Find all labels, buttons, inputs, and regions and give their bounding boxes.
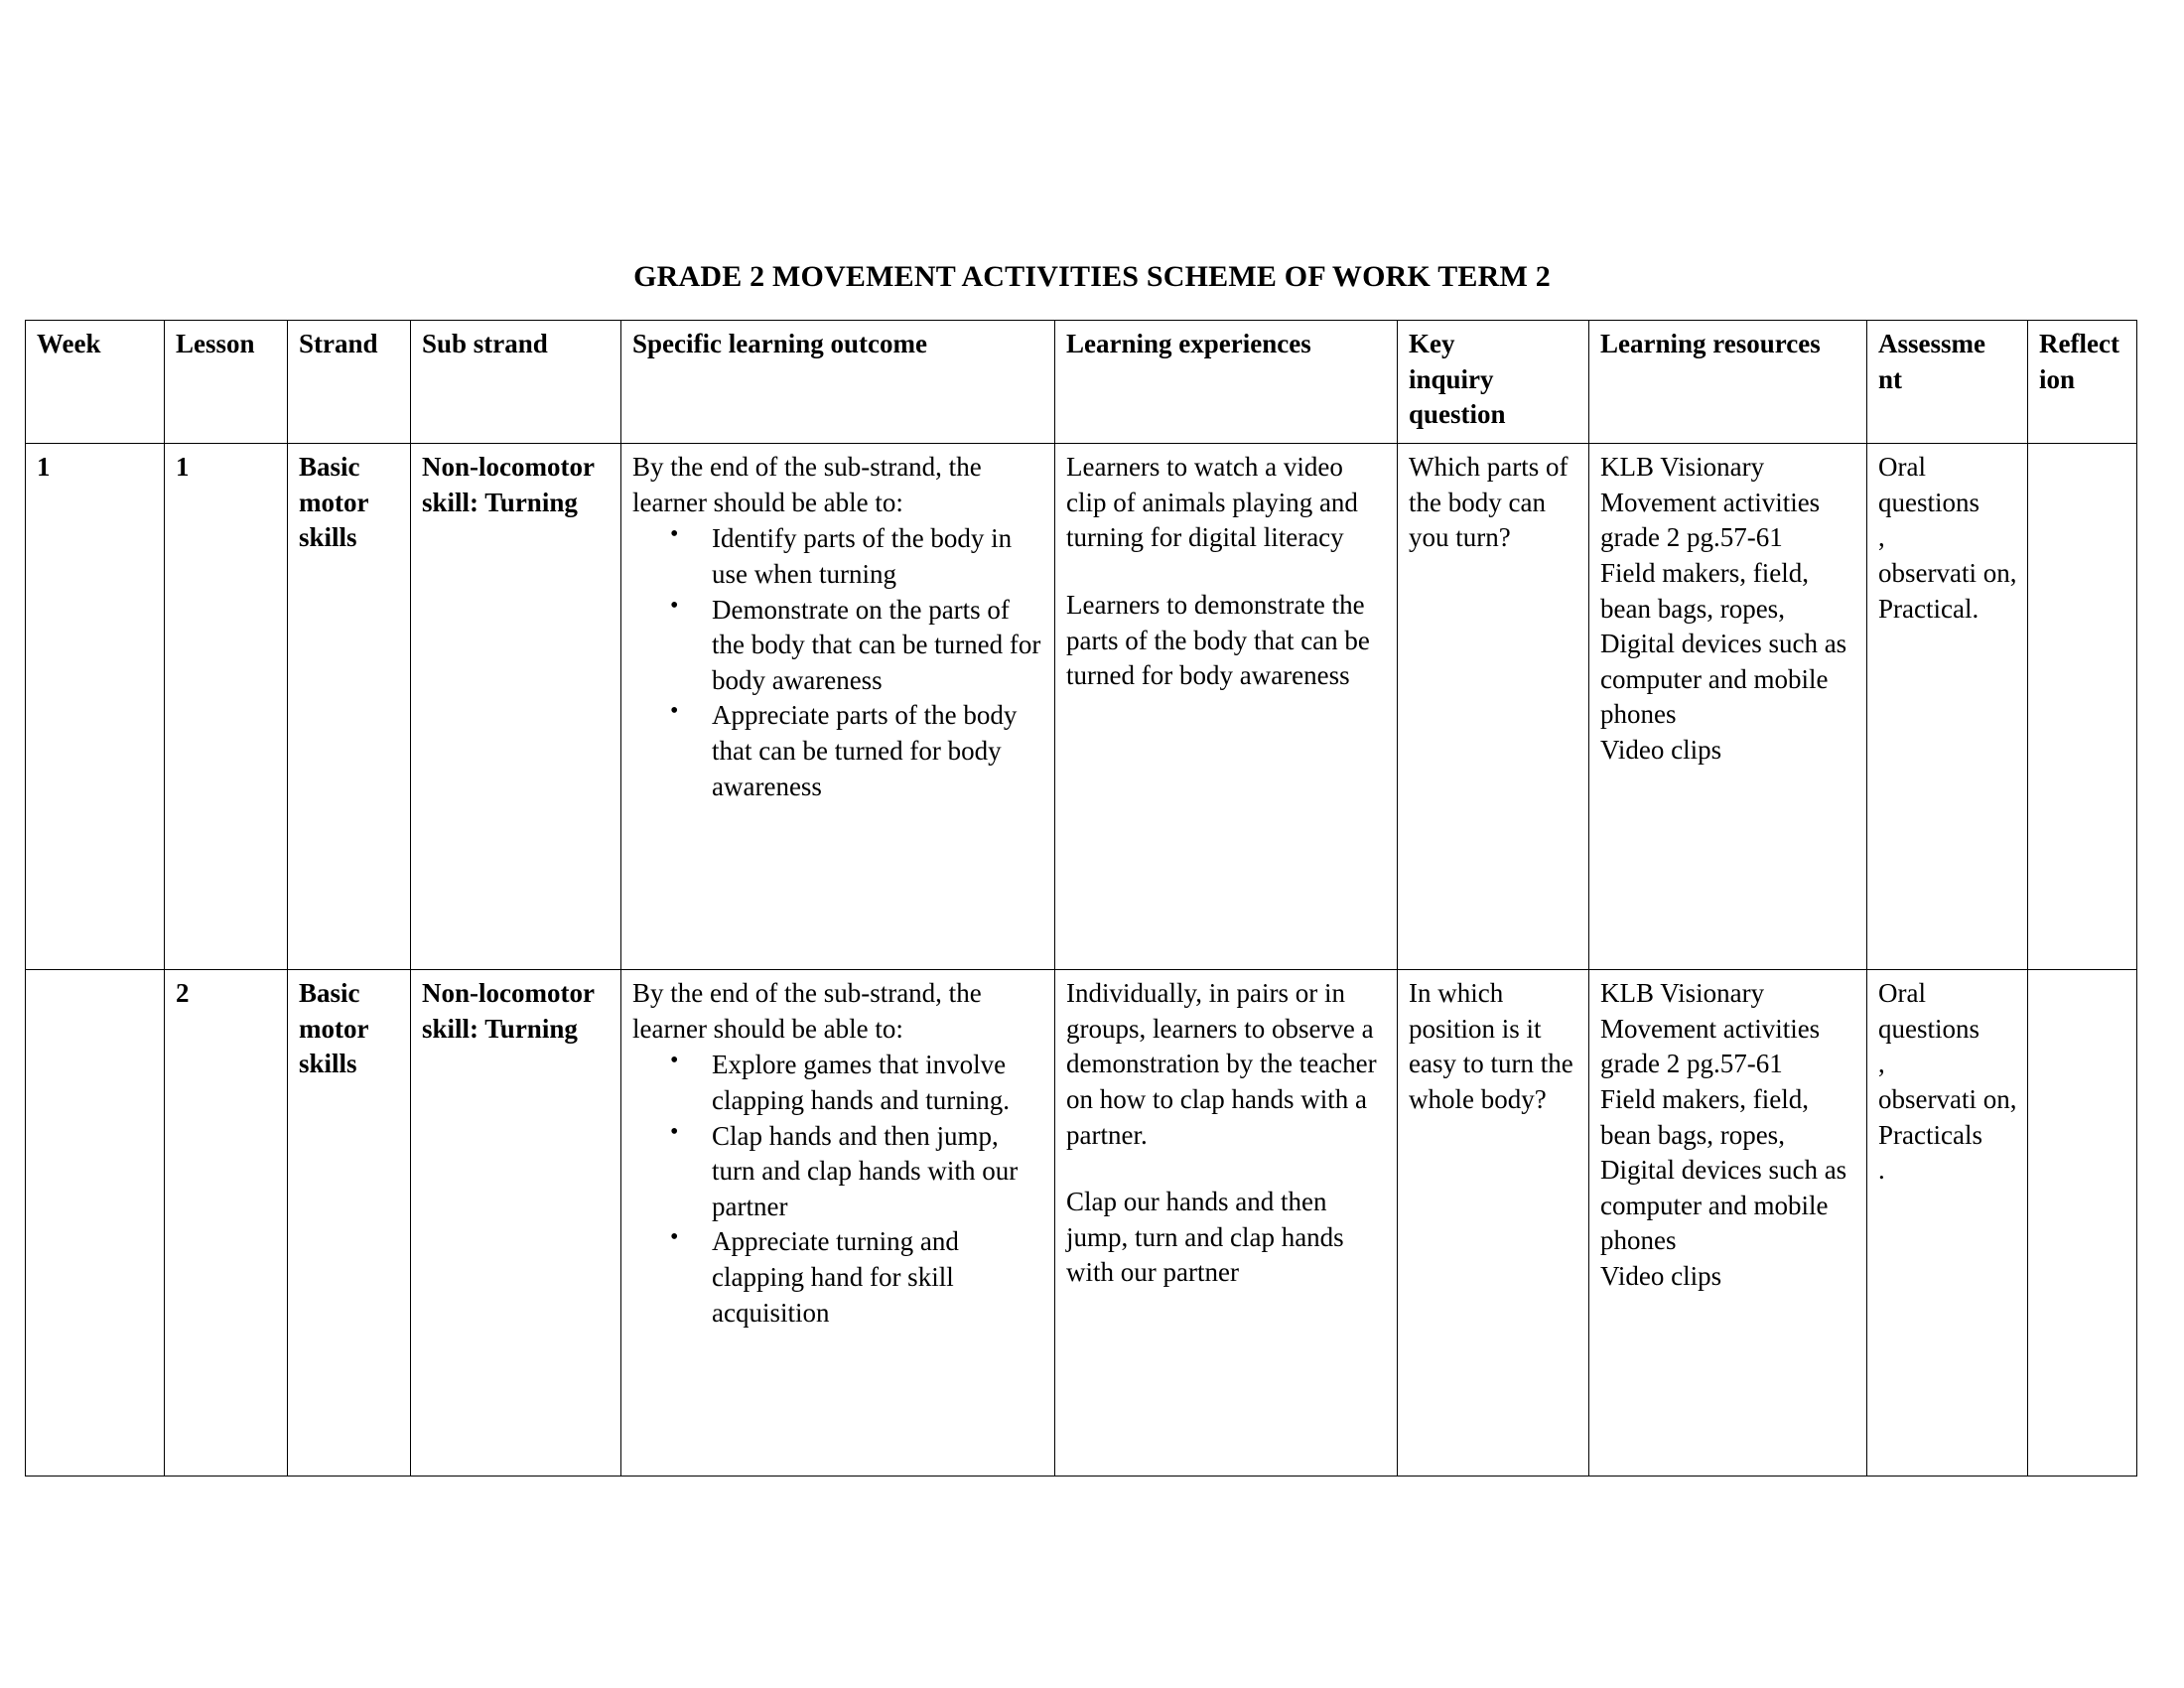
- experience-paragraph: Learners to watch a video clip of animals playing and turning for digital literacy: [1066, 452, 1358, 553]
- cell-assessment: [1867, 970, 2028, 1477]
- column-header-strand: Strand: [288, 321, 411, 444]
- cell-week: [26, 970, 165, 1477]
- cell-assessment: [1867, 444, 2028, 970]
- experience-paragraph: Learners to demonstrate the parts of the body that can be turned for body awareness: [1066, 589, 1370, 691]
- resource-line: Digital devices such as computer and mobile phones: [1600, 629, 1847, 730]
- outcome-bullet-list: [632, 1048, 1045, 1331]
- column-header-assessment: [1867, 321, 2028, 444]
- column-header-reflection: [2028, 321, 2137, 444]
- assessment-line: Practicals: [1878, 1119, 1982, 1150]
- column-header-specific-learning-outcome: Specific learning outcome: [621, 321, 1055, 444]
- assessment-line: .: [1878, 1155, 1885, 1186]
- list-item: • Appreciate turning and clapping hand for skill acquisition: [712, 1224, 1045, 1331]
- column-header-lesson: Lesson: [165, 321, 288, 444]
- assessment-line: observati on,: [1878, 1083, 2017, 1114]
- cell-reflection: [2028, 444, 2137, 970]
- cell-learning-experiences: [1055, 970, 1398, 1477]
- resource-line: Video clips: [1600, 1261, 1722, 1291]
- cell-lesson: 2: [165, 970, 288, 1477]
- resource-line: Field makers, field, bean bags, ropes,: [1600, 557, 1809, 624]
- list-item: • Clap hands and then jump, turn and clap hands with our partner: [712, 1119, 1045, 1225]
- resource-line: KLB Visionary Movement activities grade 2 pg.57-61: [1600, 452, 1821, 553]
- cell-lesson: 1: [165, 444, 288, 970]
- list-item: • Explore games that involve clapping hands and turning.: [712, 1048, 1045, 1118]
- cell-strand: Basic motor skills: [288, 970, 411, 1477]
- cell-sub-strand: Non-locomotor skill: Turning: [411, 444, 621, 970]
- reflection-header-line-1: Reflect: [2039, 329, 2119, 358]
- outcome-lead-text: By the end of the sub-strand, the learner should be able to:: [632, 978, 982, 1044]
- cell-reflection: [2028, 970, 2137, 1477]
- key-inquiry-header-line-1: Key: [1409, 329, 1455, 358]
- assessment-header-line-1: Assessme: [1878, 329, 1985, 358]
- experience-paragraph: Clap our hands and then jump, turn and clap hands with our partner: [1066, 1187, 1344, 1288]
- assessment-line: observati on,: [1878, 557, 2017, 588]
- resource-line: Video clips: [1600, 735, 1722, 765]
- cell-key-inquiry-question: In which position is it easy to turn the whole body?: [1398, 970, 1589, 1477]
- list-item: • Appreciate parts of the body that can be turned for body awareness: [712, 698, 1045, 804]
- cell-learning-resources: [1589, 444, 1867, 970]
- assessment-line: Oral questions: [1878, 452, 1980, 517]
- resource-line: KLB Visionary Movement activities grade 2 pg.57-61: [1600, 978, 1821, 1079]
- outcome-bullet-list: [632, 521, 1045, 804]
- paragraph-spacer: [1066, 556, 1388, 588]
- cell-specific-learning-outcome: [621, 444, 1055, 970]
- assessment-line: Oral questions: [1878, 978, 1980, 1044]
- cell-learning-experiences: [1055, 444, 1398, 970]
- key-inquiry-header-line-2: inquiry: [1409, 363, 1494, 394]
- column-header-sub-strand: Sub strand: [411, 321, 621, 444]
- cell-specific-learning-outcome: [621, 970, 1055, 1477]
- page-title: GRADE 2 MOVEMENT ACTIVITIES SCHEME OF WORK TERM 2: [633, 260, 1551, 293]
- assessment-line: Practical.: [1878, 593, 1979, 624]
- outcome-lead-text: By the end of the sub-strand, the learner should be able to:: [632, 452, 982, 517]
- table-header-row: [26, 321, 2137, 444]
- table-body: [26, 444, 2137, 1477]
- paragraph-spacer: [1066, 1153, 1388, 1185]
- cell-learning-resources: [1589, 970, 1867, 1477]
- list-item: • Demonstrate on the parts of the body that can be turned for body awareness: [712, 593, 1045, 699]
- experience-paragraph: Individually, in pairs or in groups, learners to observe a demonstration by the teacher on how to clap hands with a partner.: [1066, 978, 1377, 1150]
- cell-sub-strand: Non-locomotor skill: Turning: [411, 970, 621, 1477]
- cell-week: 1: [26, 444, 165, 970]
- assessment-header-line-2: nt: [1878, 363, 1903, 394]
- cell-strand: Basic motor skills: [288, 444, 411, 970]
- column-header-learning-experiences: Learning experiences: [1055, 321, 1398, 444]
- table-row: [26, 970, 2137, 1477]
- key-inquiry-header-line-3: question: [1409, 399, 1506, 430]
- table-row: [26, 444, 2137, 970]
- resource-line: Field makers, field, bean bags, ropes,: [1600, 1083, 1809, 1150]
- column-header-week: Week: [26, 321, 165, 444]
- column-header-learning-resources: Learning resources: [1589, 321, 1867, 444]
- column-header-key-inquiry-question: [1398, 321, 1589, 444]
- scheme-of-work-table: [25, 320, 2137, 1477]
- resource-line: Digital devices such as computer and mobile phones: [1600, 1155, 1847, 1256]
- cell-key-inquiry-question: Which parts of the body can you turn?: [1398, 444, 1589, 970]
- list-item: • Identify parts of the body in use when turning: [712, 521, 1045, 592]
- assessment-line: ,: [1878, 1049, 1885, 1079]
- reflection-header-line-2: ion: [2039, 363, 2076, 394]
- assessment-line: ,: [1878, 522, 1885, 553]
